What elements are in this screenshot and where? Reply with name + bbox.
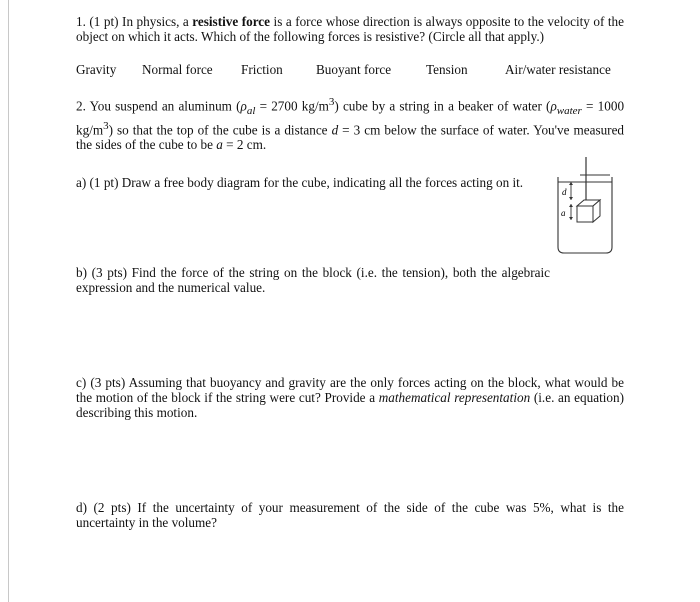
option-friction[interactable]: Friction bbox=[241, 62, 283, 77]
beaker-svg bbox=[540, 157, 622, 255]
question-2b: b) (3 pts) Find the force of the string on the block (i.e. the tension), both the algebraic expression and the numerical value. bbox=[76, 265, 550, 295]
beaker-diagram bbox=[540, 157, 622, 255]
option-gravity[interactable]: Gravity bbox=[76, 62, 117, 77]
question-2a: a) (1 pt) Draw a free body diagram for the cube, indicating all the forces acting on it. bbox=[76, 175, 524, 190]
option-tension[interactable]: Tension bbox=[426, 62, 468, 77]
label-d: d bbox=[562, 187, 567, 197]
a-arrow-top bbox=[569, 204, 573, 207]
question-2: 2. You suspend an aluminum ($\rho_{al} = 2700$ $kg/m^3$) cube by a string in a beaker of water ($\rho_{water} = 1000$ $kg/m^3$) so that the top of the cube is a distance d = 3 cm below the surface of water. You've measured the sides of the cube to be a = 2 cm. bbox=[76, 96, 625, 153]
question-1: 1. (1 pt) In physics, a resistive force is a force whose direction is always opposite to the velocity of the object on which it acts. Which of the following forces is resistive? (Circle all that apply.) bbox=[76, 14, 624, 44]
page-edge bbox=[8, 0, 9, 602]
question-2d: d) (2 pts) If the uncertainty of your measurement of the side of the cube was 5%, what is the uncertainty in the volume? bbox=[76, 500, 624, 530]
q1-options bbox=[76, 62, 616, 78]
option-buoyant-force[interactable]: Buoyant force bbox=[316, 62, 392, 77]
label-a: a bbox=[561, 208, 566, 218]
mathematical-representation-term: mathematical representation bbox=[378, 390, 531, 405]
resistive-force-term: resistive force bbox=[192, 14, 271, 29]
a-arrow-bottom bbox=[569, 217, 573, 220]
cube-front bbox=[577, 206, 593, 222]
option-normal-force[interactable]: Normal force bbox=[142, 62, 213, 77]
question-2c: c) (3 pts) Assuming that buoyancy and gravity are the only forces acting on the block, what would be the motion of the block if the string were cut? Provide a mathematical representation (i.e. an equation) describing this motion. bbox=[76, 375, 624, 420]
option-air-water-resistance[interactable]: Air/water resistance bbox=[505, 62, 611, 77]
d-arrow-bottom bbox=[569, 197, 573, 200]
